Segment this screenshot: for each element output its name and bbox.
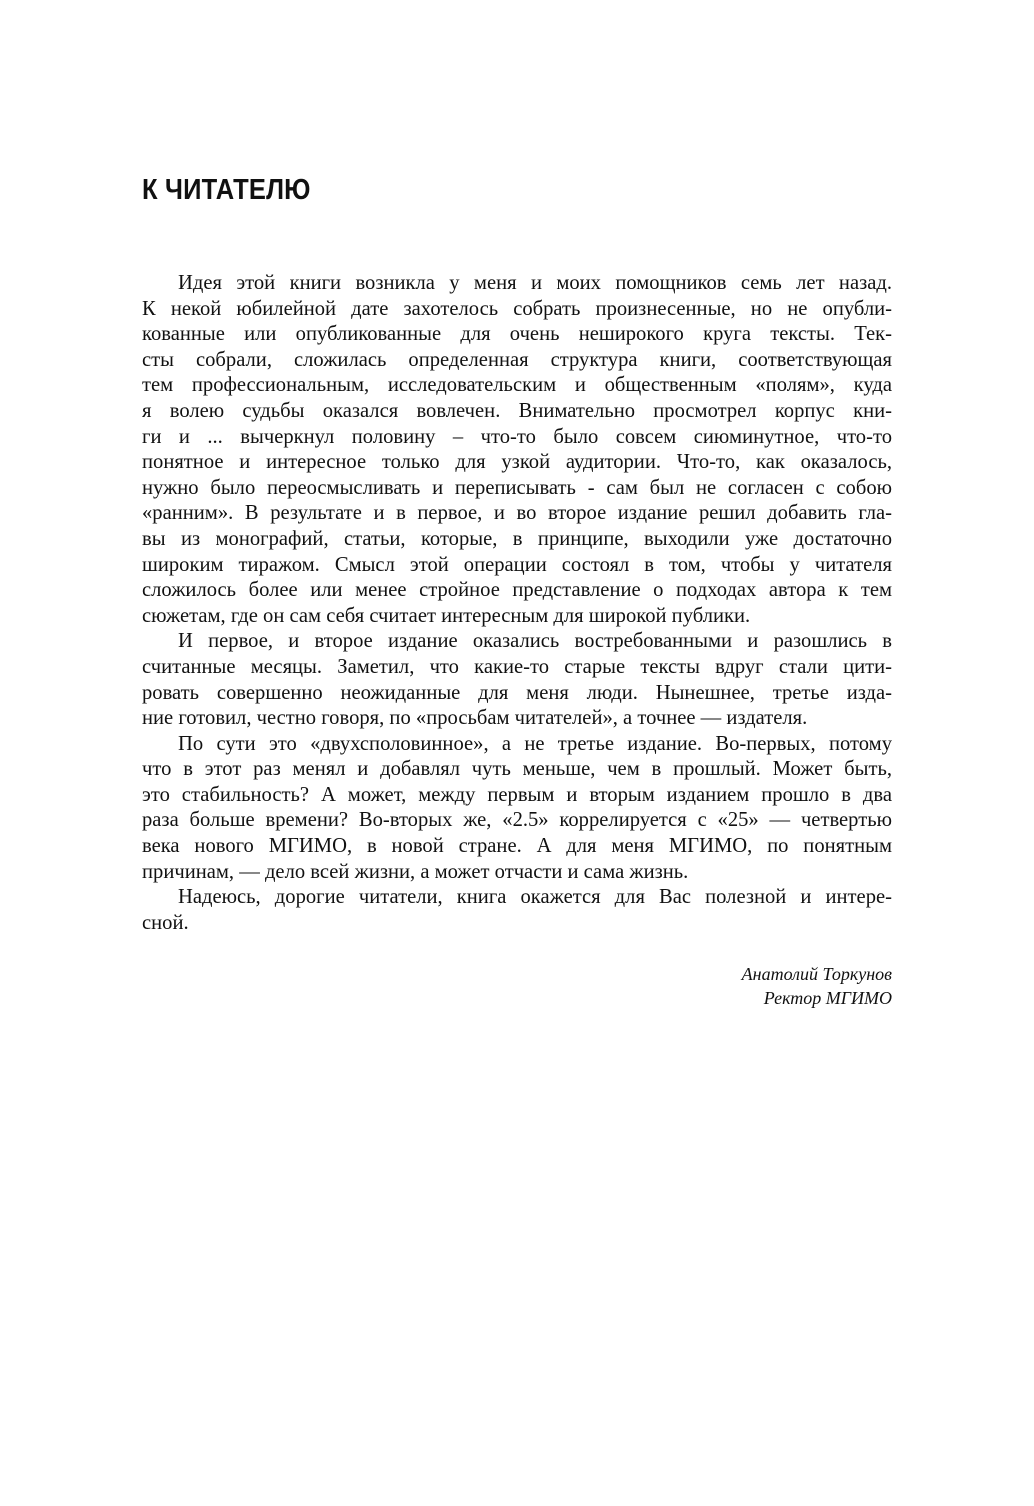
text-line: причинам, — дело всей жизни, а может отчасти и сама жизнь. <box>142 860 689 883</box>
page-title: К ЧИТАТЕЛЮ <box>142 174 311 206</box>
text-line: раза больше времени? Во-вторых же, «2.5» коррелируется с «25» — четвертью <box>142 809 892 832</box>
text-line: По сути это «двухсполовинное», а не третье издание. Во-первых, потому <box>178 732 892 755</box>
paragraph-2 <box>142 629 892 731</box>
signature <box>742 962 892 1010</box>
text-line: что в этот раз менял и добавлял чуть меньше, чем в прошлый. Может быть, <box>142 758 892 781</box>
text-line: я волею судьбы оказался вовлечен. Внимательно просмотрел корпус кни- <box>142 399 892 422</box>
text-line: сной. <box>142 911 189 934</box>
paragraph-4 <box>142 885 892 936</box>
text-line: вы из монографий, статьи, которые, в принципе, выходили уже достаточно <box>142 527 892 550</box>
body-text <box>142 271 892 936</box>
text-line: Надеюсь, дорогие читатели, книга окажется для Вас полезной и интере- <box>178 886 892 909</box>
text-line: считанные месяцы. Заметил, что какие-то старые тексты вдруг стали цити- <box>142 655 892 678</box>
text-line: сюжетам, где он сам себя считает интересным для широкой публики. <box>142 604 751 627</box>
text-line: тем профессиональным, исследовательским и общественным «полям», куда <box>142 374 892 397</box>
text-line: сты собрали, сложилась определенная структура книги, соответствующая <box>142 348 892 371</box>
text-line: ровать совершенно неожиданные для меня люди. Нынешнее, третье изда- <box>142 681 892 704</box>
author-name: Анатолий Торкунов <box>741 964 892 984</box>
text-line: «ранним». В результате и в первое, и во второе издание решил добавить гла- <box>142 502 892 525</box>
text-line: Идея этой книги возникла у меня и моих помощников семь лет назад. <box>178 272 892 294</box>
author-position: Ректор МГИМО <box>763 988 892 1008</box>
text-line: широким тиражом. Смысл этой операции состоял в том, чтобы у читателя <box>142 553 892 576</box>
text-line: И первое, и второе издание оказались востребованными и разошлись в <box>178 630 892 653</box>
text-line: сложилось более или менее стройное представление о подходах автора к тем <box>142 579 892 602</box>
text-line: нужно было переосмысливать и переписывать - сам был не согласен с собою <box>142 476 892 499</box>
paragraph-1 <box>142 271 892 629</box>
paragraph-3 <box>142 732 892 886</box>
text-line: понятное и интересное только для узкой аудитории. Что-то, как оказалось, <box>142 451 892 474</box>
text-line: ние готовил, честно говоря, по «просьбам читателей», а точнее — издателя. <box>142 707 808 730</box>
text-line: кованные или опубликованные для очень неширокого круга тексты. Тек- <box>142 323 892 346</box>
text-line: века нового МГИМО, в новой стране. А для меня МГИМО, по понятным <box>142 835 892 858</box>
text-line: К некой юбилейной дате захотелось собрать произнесенные, но не опубли- <box>142 297 892 320</box>
text-line: ги и ... вычеркнул половину – что-то было совсем сиюминутное, что-то <box>142 425 892 448</box>
text-line: это стабильность? А может, между первым и вторым изданием прошло в два <box>142 783 892 806</box>
